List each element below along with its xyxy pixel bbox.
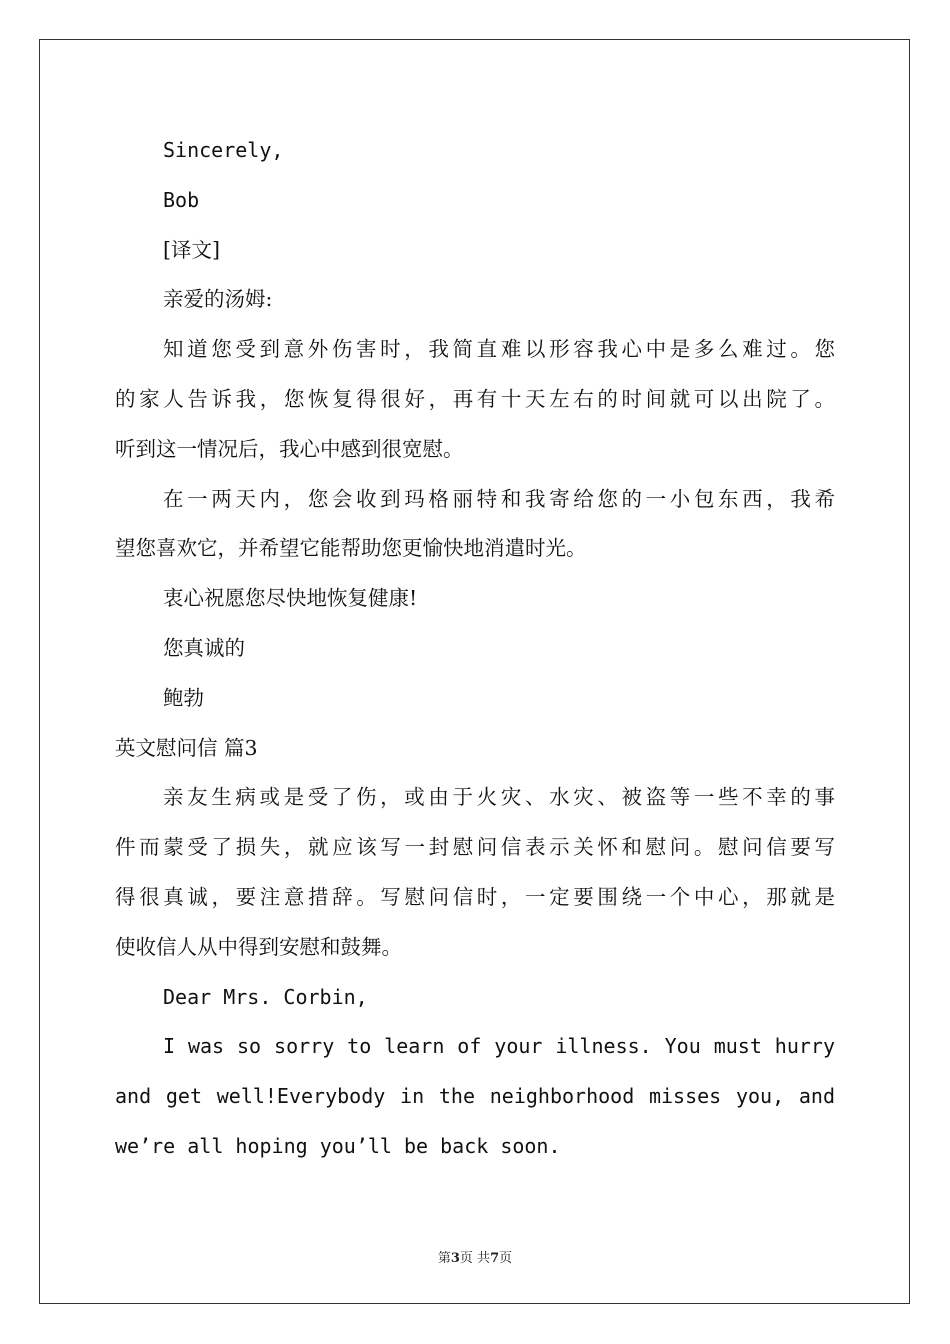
- translation-para1-line: 听到这一情况后，我心中感到很宽慰。: [115, 436, 464, 461]
- page-footer: [0, 1247, 950, 1266]
- letter-body-line: and get well!Everybody in the neighborhood misses you, and: [115, 1084, 835, 1109]
- footer-current-page: 3: [450, 1251, 460, 1266]
- translation-para2-line: 在一两天内，您会收到玛格丽特和我寄给您的一小包东西，我希: [163, 486, 835, 511]
- letter-body-line: I was so sorry to learn of your illness. You must hurry: [163, 1034, 835, 1059]
- translation-para1-line: 知道您受到意外伤害时，我简直难以形容我心中是多么难过。您: [163, 337, 835, 362]
- section-heading: 英文慰问信 篇3: [115, 735, 258, 760]
- closing-sincerely: Sincerely,: [163, 138, 284, 162]
- closing-signature: Bob: [163, 187, 200, 212]
- section-intro-line: 得很真诚，要注意措辞。写慰问信时，一定要围绕一个中心，那就是: [115, 884, 835, 909]
- footer-prefix: 第: [437, 1251, 451, 1266]
- document-body: [115, 126, 835, 1172]
- translation-wish: 衷心祝愿您尽快地恢复健康!: [163, 586, 418, 611]
- translation-para1-line: 的家人告诉我，您恢复得很好，再有十天左右的时间就可以出院了。: [115, 386, 835, 411]
- translation-closing: 您真诚的: [163, 635, 245, 660]
- footer-suffix: 页: [499, 1251, 513, 1266]
- section-intro-line: 使收信人从中得到安慰和鼓舞。: [115, 934, 402, 959]
- letter-body-line: we’re all hoping you’ll be back soon.: [115, 1133, 561, 1158]
- footer-total-pages: 7: [490, 1251, 500, 1266]
- translation-salutation: 亲爱的汤姆:: [163, 287, 273, 312]
- translation-label: [译文]: [163, 237, 220, 262]
- translation-para2-line: 望您喜欢它，并希望它能帮助您更愉快地消遣时光。: [115, 536, 587, 561]
- section-intro-line: 亲友生病或是受了伤，或由于火灾、水灾、被盗等一些不幸的事: [163, 785, 835, 810]
- letter-salutation: Dear Mrs. Corbin,: [163, 984, 368, 1009]
- section-intro-line: 件而蒙受了损失，就应该写一封慰问信表示关怀和慰问。慰问信要写: [115, 835, 835, 860]
- footer-mid: 页 共: [459, 1251, 491, 1266]
- translation-signature: 鲍勃: [163, 685, 204, 710]
